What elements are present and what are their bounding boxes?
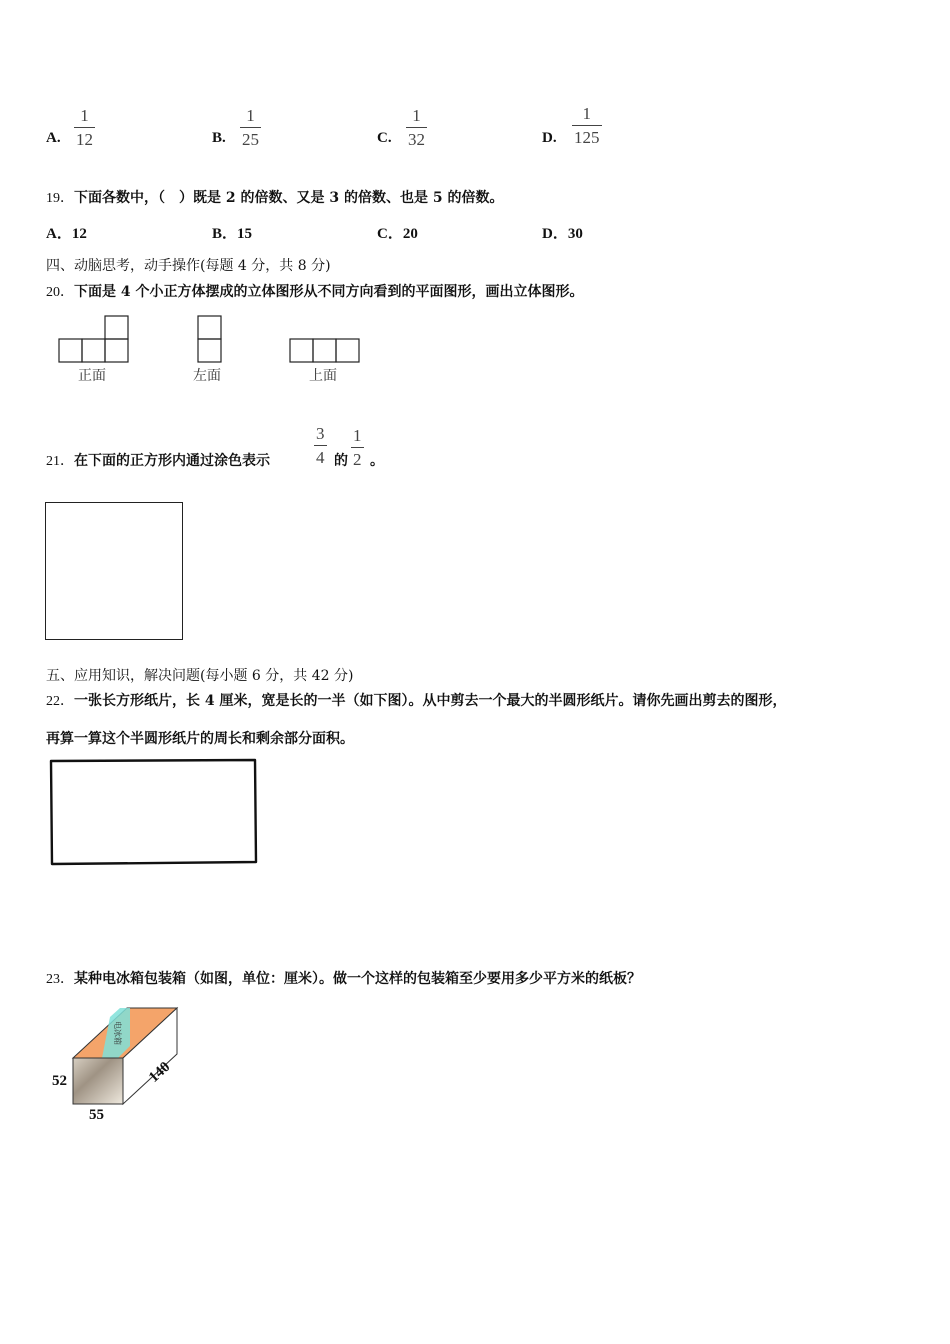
q21-fraction-three-quarters	[314, 425, 327, 466]
numerator: 1	[353, 426, 362, 445]
denominator: 2	[353, 450, 362, 469]
q23-question	[46, 968, 641, 988]
left-view-cell	[198, 339, 221, 362]
q19-number: 19．	[46, 191, 74, 206]
box-height-label: 52	[52, 1073, 67, 1089]
numerator: 1	[412, 106, 421, 125]
numerator: 1	[80, 106, 89, 125]
q21-text-middle: 的	[334, 453, 348, 469]
q23-text: 某种电冰箱包装箱（如图，单位：厘米）。做一个这样的包装箱至少要用多少平方米的纸板？	[74, 971, 641, 987]
numerator: 3	[316, 424, 325, 443]
denominator: 32	[408, 130, 425, 149]
q21-square[interactable]	[45, 502, 183, 640]
front-view-cell	[59, 339, 82, 362]
q21-text-before: 在下面的正方形内通过涂色表示	[74, 453, 270, 469]
denominator: 125	[574, 128, 600, 147]
q18-option-b-fraction	[240, 107, 261, 148]
q18-option-a-letter: A.	[46, 130, 61, 146]
box-label-text: 电冰箱	[113, 1021, 122, 1045]
q23-box-figure	[70, 1005, 182, 1107]
q22-question-line2: 再算一算这个半圆形纸片的周长和剩余部分面积。	[46, 731, 354, 747]
front-view-label: 正面	[78, 368, 106, 384]
top-view-cell	[336, 339, 359, 362]
q21-question	[46, 450, 270, 470]
section-4-title: 四、动脑思考，动手操作(每题 4 分，共 8 分)	[46, 258, 331, 274]
front-view-cell	[105, 339, 128, 362]
left-view-cell	[198, 316, 221, 339]
q22-rectangle	[51, 760, 256, 864]
q19-option-a: A．12	[46, 226, 87, 242]
q18-option-c-fraction	[406, 107, 427, 148]
q21-fraction-one-half	[351, 427, 364, 468]
section-5-title: 五、应用知识，解决问题(每小题 6 分，共 42 分)	[46, 668, 354, 684]
q19-option-c: C．20	[377, 226, 418, 242]
numerator: 1	[582, 104, 591, 123]
q20-views-figure	[50, 308, 380, 368]
q22-rectangle-figure[interactable]	[46, 756, 262, 868]
denominator: 12	[76, 130, 93, 149]
top-view-cell	[290, 339, 313, 362]
q22-question-line1	[46, 690, 787, 710]
top-view-cell	[313, 339, 336, 362]
q21-text-after: 。	[370, 453, 384, 469]
left-view-label: 左面	[193, 368, 221, 384]
top-view-label: 上面	[309, 368, 337, 384]
q19-question	[46, 187, 503, 207]
q18-option-d-fraction	[572, 105, 602, 146]
q18-option-a-fraction	[74, 107, 95, 148]
box-front-face	[73, 1058, 123, 1104]
front-view-cell	[82, 339, 105, 362]
q19-option-d: D．30	[542, 226, 583, 242]
q18-option-c-letter: C.	[377, 130, 392, 146]
q20-text: 下面是 4 个小正方体摆成的立体图形从不同方向看到的平面图形，画出立体图形。	[74, 284, 584, 300]
q18-option-d-letter: D.	[542, 130, 557, 146]
q22-number: 22．	[46, 694, 74, 709]
denominator: 25	[242, 130, 259, 149]
q20-question	[46, 281, 584, 301]
q19-text: 下面各数中，（ ）既是 2 的倍数、又是 3 的倍数、也是 5 的倍数。	[74, 190, 504, 206]
q22-text-line1: 一张长方形纸片，长 4 厘米，宽是长的一半（如下图）。从中剪去一个最大的半圆形纸片。请你先画出剪去的图形，	[74, 693, 787, 709]
numerator: 1	[246, 106, 255, 125]
q20-number: 20．	[46, 285, 74, 300]
q19-option-b: B．15	[212, 226, 253, 242]
box-length-label: 140	[146, 1058, 174, 1086]
q18-option-b-letter: B.	[212, 130, 226, 146]
box-width-label: 55	[89, 1107, 104, 1123]
front-view-cell	[105, 316, 128, 339]
q21-number: 21．	[46, 454, 74, 469]
denominator: 4	[316, 448, 325, 467]
q23-number: 23．	[46, 972, 74, 987]
